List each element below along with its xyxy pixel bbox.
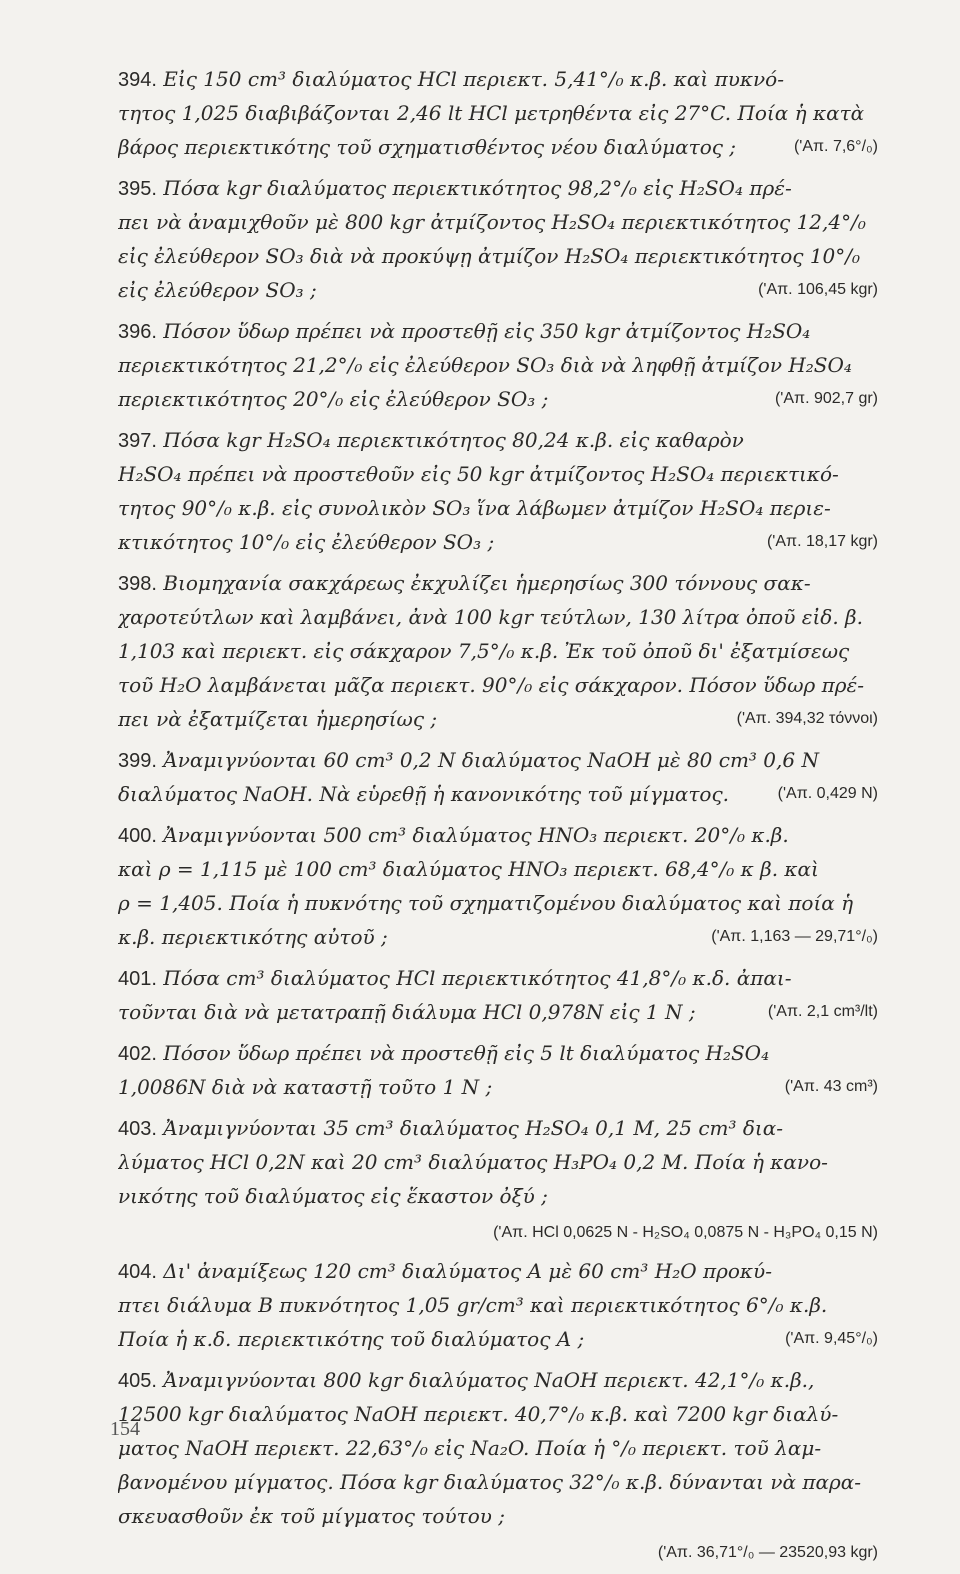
problem-text: περιεκτικότητος 21,2°/₀ εἰς ἐλεύθερον SO₃ διὰ νὰ ληφθῇ ἀτμίζον H₂SO₄ xyxy=(118,353,852,377)
problem-line xyxy=(118,777,878,811)
problem-text: πει νὰ ἐξατμίζεται ἡμερησίως ; xyxy=(118,707,438,731)
problem-item xyxy=(118,818,878,954)
answer-text: ('Απ. 7,6°/₀) xyxy=(793,138,878,155)
problem-number: 394. xyxy=(118,69,157,91)
problem-text: πει νὰ ἀναμιχθοῦν μὲ 800 kgr ἀτμίζοντος H₂SO₄ περιεκτικότητος 12,4°/₀ xyxy=(118,210,866,234)
problem-item xyxy=(118,1036,878,1104)
problem-number: 396. xyxy=(118,321,157,343)
answer-text: ('Απ. 1,163 — 29,71°/₀) xyxy=(711,928,878,945)
problem-line xyxy=(118,886,878,920)
problem-number: 395. xyxy=(118,178,157,200)
problem-text: τητος 90°/₀ κ.β. εἰς συνολικὸν SO₃ ἵνα λάβωμεν ἀτμίζον H₂SO₄ περιε- xyxy=(118,496,831,520)
problem-line xyxy=(118,130,878,164)
problem-line xyxy=(118,743,878,777)
problem-text: Πόσα cm³ διαλύματος HCl περιεκτικότητος 41,8°/₀ κ.δ. ἀπαι- xyxy=(163,966,792,990)
problem-item xyxy=(118,1254,878,1356)
answer-text: ('Απ. 106,45 kgr) xyxy=(758,281,878,298)
problem-text: Εἰς 150 cm³ διαλύματος HCl περιεκτ. 5,41°/₀ κ.β. καὶ πυκνό- xyxy=(163,67,784,91)
problem-line xyxy=(118,1111,878,1145)
problem-line xyxy=(118,382,878,416)
problem-text: βανομένου μίγματος. Πόσα kgr διαλύματος 32°/₀ κ.β. δύνανται νὰ παρα- xyxy=(118,1470,862,1494)
problem-line xyxy=(118,491,878,525)
problem-line xyxy=(118,1288,878,1322)
problem-line xyxy=(118,566,878,600)
problem-line xyxy=(118,273,878,307)
problem-text: Πόσον ὕδωρ πρέπει νὰ προστεθῇ εἰς 350 kgr ἀτμίζοντος H₂SO₄ xyxy=(163,319,811,343)
problem-text: διαλύματος NaOH. Νὰ εὑρεθῇ ἡ κανονικότης τοῦ μίγματος. xyxy=(118,782,729,806)
problem-line xyxy=(118,239,878,273)
problem-line xyxy=(118,702,878,736)
problem-text: τοῦνται διὰ νὰ μετατραπῇ διάλυμα HCl 0,978N εἰς 1 N ; xyxy=(118,1000,696,1024)
problem-text: νικότης τοῦ διαλύματος εἰς ἕκαστον ὀξύ ; xyxy=(118,1184,548,1208)
problem-text: καὶ ρ = 1,115 μὲ 100 cm³ διαλύματος HNO₃ περιεκτ. 68,4°/₀ κ β. καὶ xyxy=(118,857,819,881)
problem-line xyxy=(118,96,878,130)
problem-item xyxy=(118,62,878,164)
problem-line xyxy=(118,920,878,954)
problem-text: Ἀναμιγνύονται 800 kgr διαλύματος NaOH περιεκτ. 42,1°/₀ κ.β., xyxy=(163,1368,815,1392)
problem-text: 1,0086N διὰ νὰ καταστῇ τοῦτο 1 N ; xyxy=(118,1075,493,1099)
problem-line xyxy=(118,818,878,852)
problem-text: εἰς ἐλεύθερον SO₃ διὰ νὰ προκύψῃ ἀτμίζον H₂SO₄ περιεκτικότητος 10°/₀ xyxy=(118,244,861,268)
answer-text: ('Απ. 2,1 cm³/lt) xyxy=(767,1003,878,1020)
problem-text: Ἀναμιγνύονται 35 cm³ διαλύματος H₂SO₄ 0,1 M, 25 cm³ δια- xyxy=(163,1116,784,1140)
problem-item xyxy=(118,961,878,1029)
problem-text: λύματος HCl 0,2N καὶ 20 cm³ διαλύματος H₃PO₄ 0,2 M. Ποία ἡ κανο- xyxy=(118,1150,828,1174)
problem-line xyxy=(118,600,878,634)
problem-line xyxy=(118,205,878,239)
problem-line xyxy=(118,961,878,995)
problem-text: τητος 1,025 διαβιβάζονται 2,46 lt HCl μετρηθέντα εἰς 27°C. Ποία ἡ κατὰ xyxy=(118,101,865,125)
problem-text: χαροτεύτλων καὶ λαμβάνει, ἀνὰ 100 kgr τεύτλων, 130 λίτρα ὀποῦ εἰδ. β. xyxy=(118,605,863,629)
answer-text: ('Απ. 43 cm³) xyxy=(784,1078,878,1095)
problem-item xyxy=(118,743,878,811)
problem-line xyxy=(118,634,878,668)
problem-line xyxy=(118,423,878,457)
problem-line xyxy=(118,1397,878,1431)
problem-text: περιεκτικότητος 20°/₀ εἰς ἐλεύθερον SO₃ ; xyxy=(118,387,549,411)
problem-number: 403. xyxy=(118,1118,157,1140)
answer-text: ('Απ. 9,45°/₀) xyxy=(785,1330,878,1347)
problem-item xyxy=(118,566,878,736)
answer-text: ('Απ. 394,32 τόννοι) xyxy=(736,710,878,727)
problem-line xyxy=(118,1254,878,1288)
problem-line xyxy=(118,1363,878,1397)
problem-text: κ.β. περιεκτικότης αὐτοῦ ; xyxy=(118,925,388,949)
problem-line xyxy=(118,1179,878,1213)
problem-number: 400. xyxy=(118,825,157,847)
problem-number: 404. xyxy=(118,1261,157,1283)
problem-line xyxy=(118,995,878,1029)
problem-text: Δι' ἀναμίξεως 120 cm³ διαλύματος A μὲ 60 cm³ H₂O προκύ- xyxy=(163,1259,772,1283)
problem-text: H₂SO₄ πρέπει νὰ προστεθοῦν εἰς 50 kgr ἀτμίζοντος H₂SO₄ περιεκτικό- xyxy=(118,462,839,486)
problem-line xyxy=(118,314,878,348)
problem-text: Πόσον ὕδωρ πρέπει νὰ προστεθῇ εἰς 5 lt διαλύματος H₂SO₄ xyxy=(163,1041,770,1065)
problem-item xyxy=(118,171,878,307)
problem-line xyxy=(118,1145,878,1179)
problem-text: ματος NaOH περιεκτ. 22,63°/₀ εἰς Na₂O. Ποία ἡ °/₀ περιεκτ. τοῦ λαμ- xyxy=(118,1436,822,1460)
problem-number: 405. xyxy=(118,1370,157,1392)
problem-number: 398. xyxy=(118,573,157,595)
problem-line xyxy=(118,171,878,205)
problem-text: 12500 kgr διαλύματος NaOH περιεκτ. 40,7°/₀ κ.β. καὶ 7200 kgr διαλύ- xyxy=(118,1402,839,1426)
problem-text: ρ = 1,405. Ποία ἡ πυκνότης τοῦ σχηματιζομένου διαλύματος καὶ ποία ἡ xyxy=(118,891,854,915)
problem-text: τοῦ H₂O λαμβάνεται μᾶζα περιεκτ. 90°/₀ εἰς σάκχαρον. Πόσον ὕδωρ πρέ- xyxy=(118,673,865,697)
answer-text: ('Απ. 902,7 gr) xyxy=(774,390,878,407)
problem-text: βάρος περιεκτικότης τοῦ σχηματισθέντος νέου διαλύματος ; xyxy=(118,135,737,159)
problem-line xyxy=(118,1465,878,1499)
page-number: 154 xyxy=(110,1418,140,1440)
problem-line xyxy=(118,1322,878,1356)
answer-line xyxy=(118,1213,878,1247)
problem-text: Ποία ἡ κ.δ. περιεκτικότης τοῦ διαλύματος A ; xyxy=(118,1327,585,1351)
problem-line xyxy=(118,1431,878,1465)
problem-line xyxy=(118,668,878,702)
problem-line xyxy=(118,62,878,96)
problem-text: εἰς ἐλεύθερον SO₃ ; xyxy=(118,278,317,302)
problem-number: 402. xyxy=(118,1043,157,1065)
answer-text: ('Απ. 18,17 kgr) xyxy=(766,533,878,550)
problem-text: Πόσα kgr διαλύματος περιεκτικότητος 98,2°/₀ εἰς H₂SO₄ πρέ- xyxy=(163,176,792,200)
problem-item xyxy=(118,314,878,416)
problem-number: 401. xyxy=(118,968,157,990)
problem-text: κτικότητος 10°/₀ εἰς ἐλεύθερον SO₃ ; xyxy=(118,530,495,554)
problem-text: 1,103 καὶ περιεκτ. εἰς σάκχαρον 7,5°/₀ κ.β. Ἐκ τοῦ ὀποῦ δι' ἐξατμίσεως xyxy=(118,639,850,663)
problem-number: 399. xyxy=(118,750,157,772)
problem-line xyxy=(118,525,878,559)
problem-line xyxy=(118,1036,878,1070)
problem-item xyxy=(118,1111,878,1247)
problem-list xyxy=(118,62,878,1574)
problem-number: 397. xyxy=(118,430,157,452)
problem-line xyxy=(118,457,878,491)
problem-item xyxy=(118,423,878,559)
problem-line xyxy=(118,852,878,886)
problem-line xyxy=(118,348,878,382)
problem-text: Ἀναμιγνύονται 500 cm³ διαλύματος HNO₃ περιεκτ. 20°/₀ κ.β. xyxy=(163,823,789,847)
answer-text: ('Απ. HCl 0,0625 N - H₂SO₄ 0,0875 N - H₃PO₄ 0,15 N) xyxy=(493,1224,878,1241)
problem-text: Ἀναμιγνύονται 60 cm³ 0,2 N διαλύματος NaOH μὲ 80 cm³ 0,6 N xyxy=(163,748,819,772)
problem-text: Βιομηχανία σακχάρεως ἐκχυλίζει ἡμερησίως 300 τόννους σακ- xyxy=(163,571,811,595)
problem-line xyxy=(118,1499,878,1533)
problem-text: πτει διάλυμα B πυκνότητος 1,05 gr/cm³ καὶ περιεκτικότητος 6°/₀ κ.β. xyxy=(118,1293,828,1317)
problem-text: σκευασθοῦν ἐκ τοῦ μίγματος τούτου ; xyxy=(118,1504,505,1528)
answer-text: ('Απ. 36,71°/₀ — 23520,93 kgr) xyxy=(657,1544,878,1561)
problem-item xyxy=(118,1363,878,1567)
answer-line xyxy=(118,1533,878,1567)
problem-text: Πόσα kgr H₂SO₄ περιεκτικότητος 80,24 κ.β. εἰς καθαρὸν xyxy=(163,428,744,452)
answer-text: ('Απ. 0,429 N) xyxy=(777,785,878,802)
problem-line xyxy=(118,1070,878,1104)
